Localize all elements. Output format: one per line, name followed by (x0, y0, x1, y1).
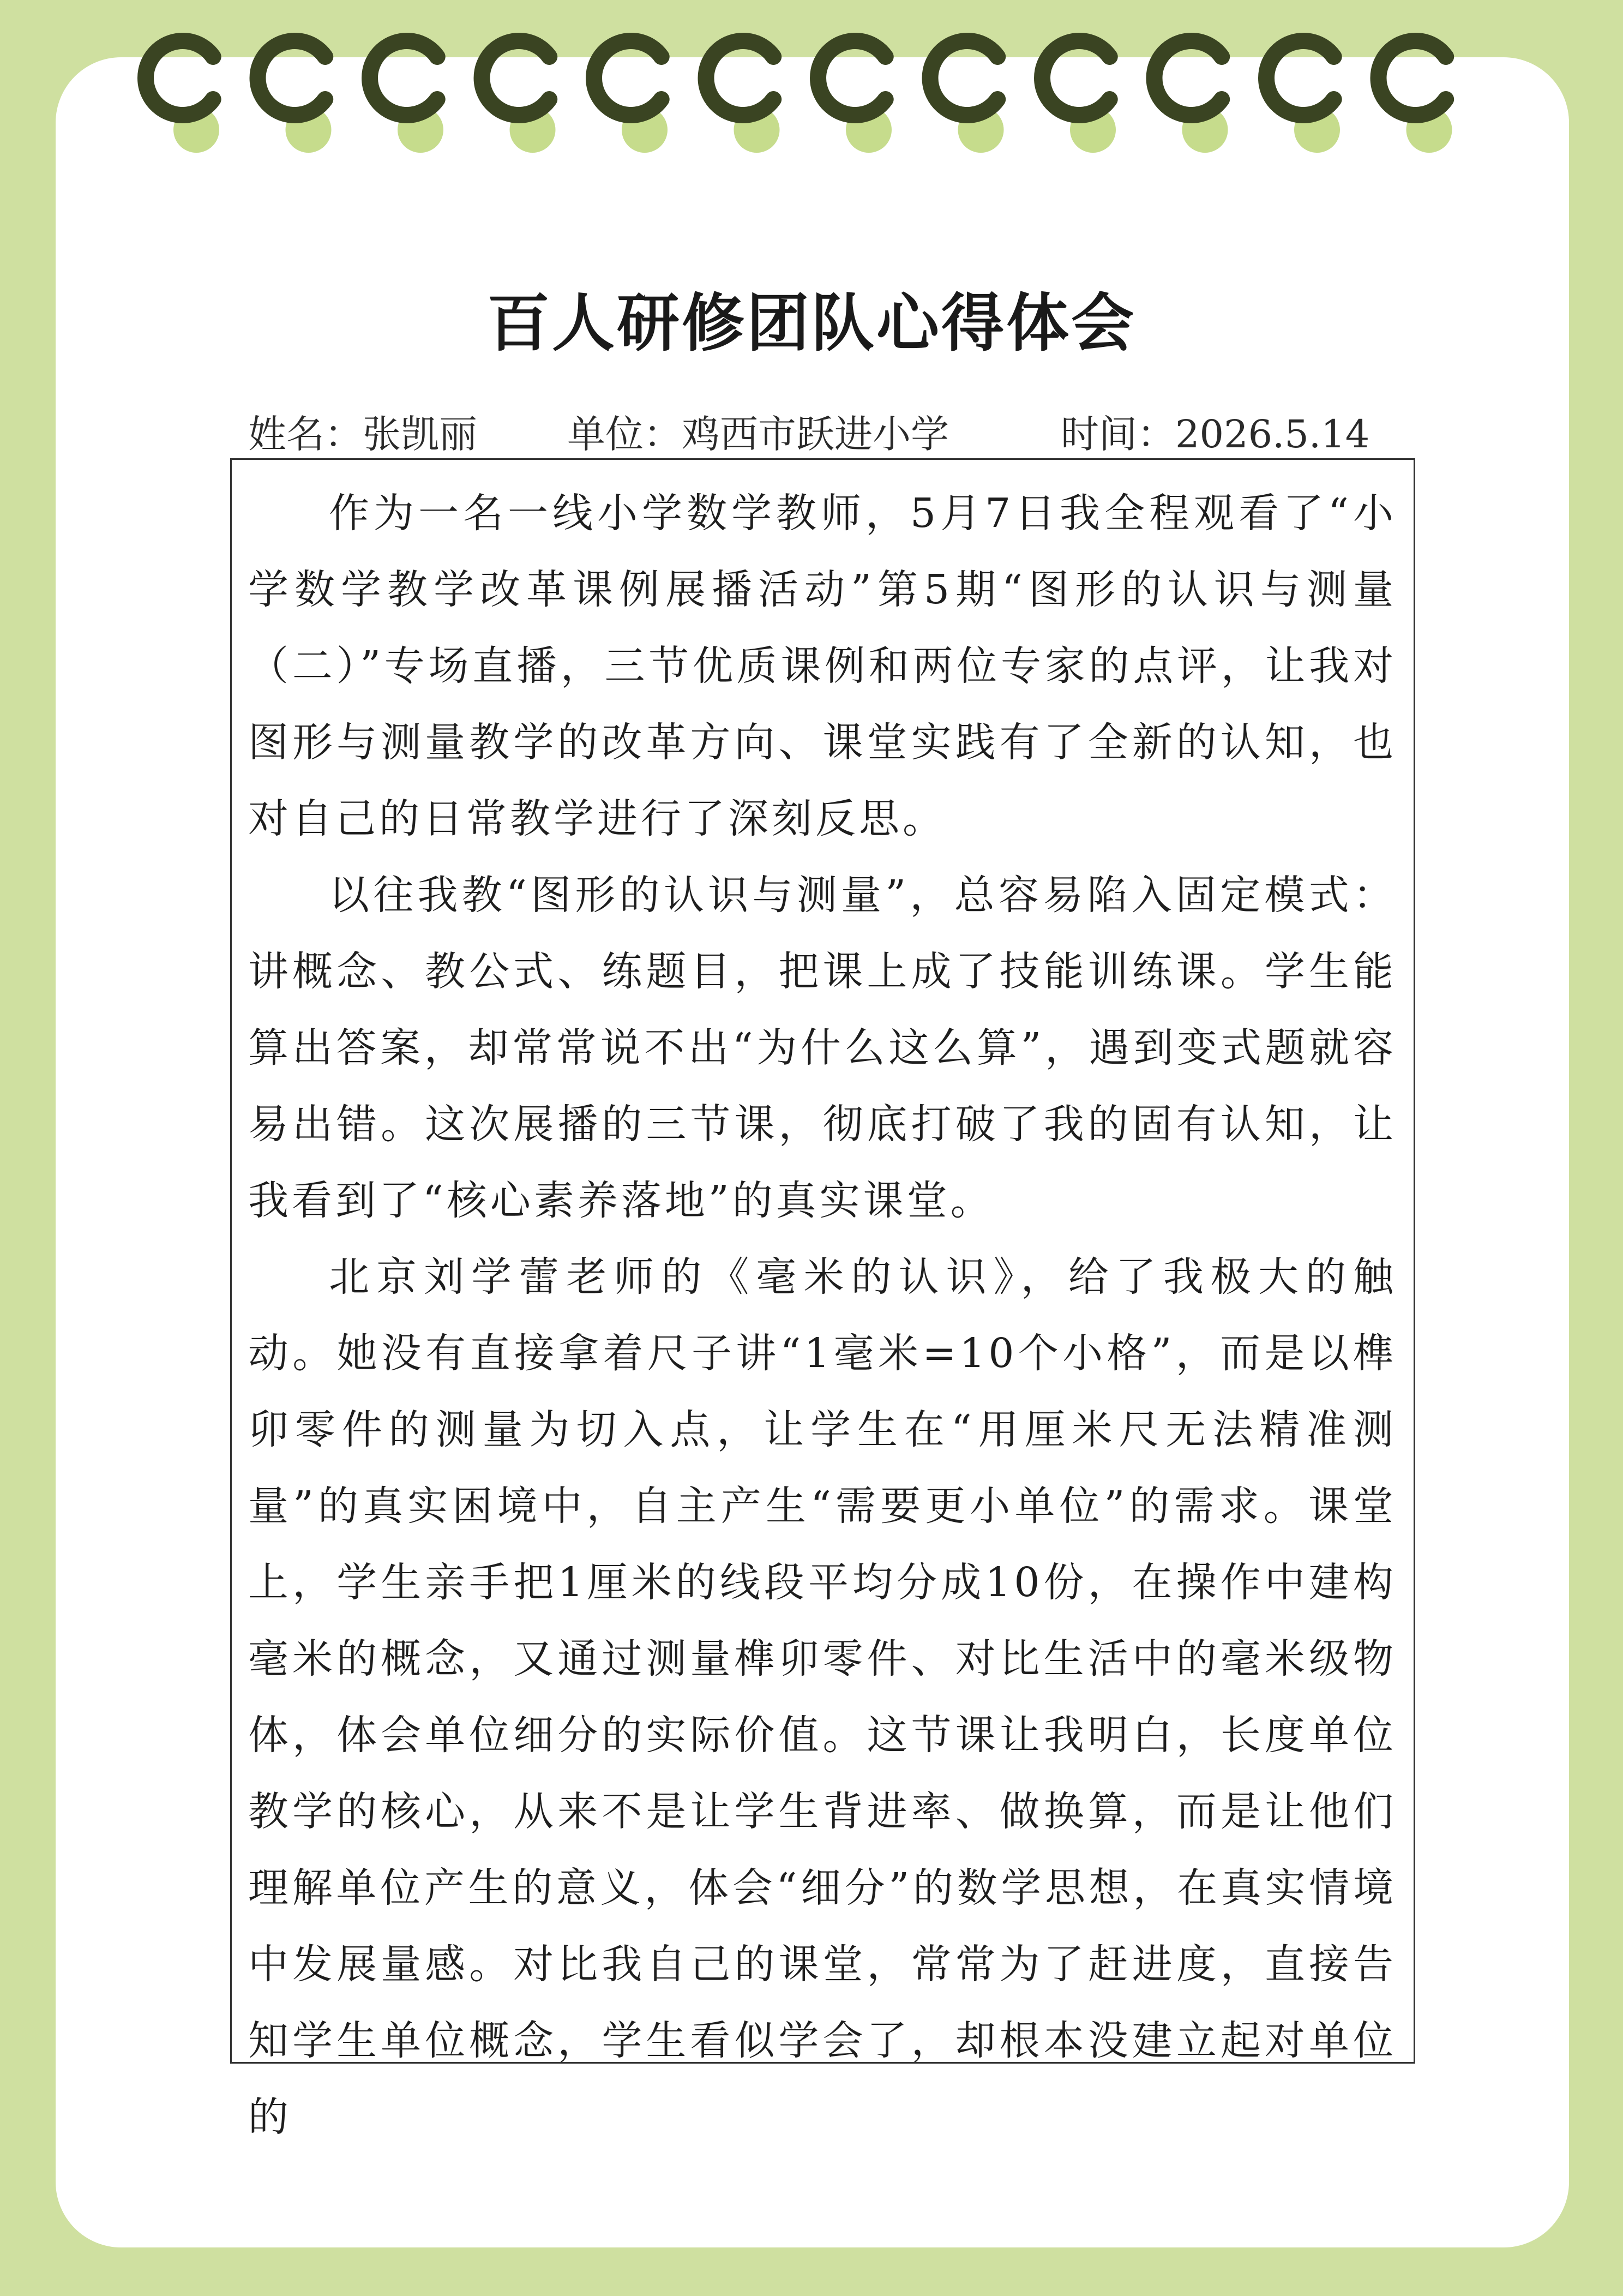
page-title: 百人研修团队心得体会 (486, 286, 1136, 360)
author-name: 姓名：张凯丽 (248, 412, 477, 457)
spiral-ring-icon (258, 41, 326, 115)
essay-text (248, 475, 1397, 2155)
spiral-ring-icon (1379, 41, 1446, 115)
author-unit: 单位：鸡西市跃进小学 (567, 412, 949, 457)
essay-paragraph: 以往我教“图形的认识与测量”，总容易陷入固定模式：讲概念、教公式、练题目，把课上成了技能训练课。学生能算出答案，却常常说不出“为什么这么算”，遇到变式题就容易出错。这次展播的三节课，彻底打破了我的固有认知，让我看到了“核心素养落地”的真实课堂。 (248, 872, 1397, 1224)
spiral-ring-icon (1042, 41, 1110, 115)
spiral-ring-icon (818, 41, 886, 115)
author-info-line (248, 404, 1404, 458)
spiral-ring-icon (930, 41, 998, 115)
essay-box (230, 458, 1415, 2141)
essay-paragraph: 北京刘学蕾老师的《毫米的认识》，给了我极大的触动。她没有直接拿着尺子讲“1毫米=10个小格”，而是以榫卯零件的测量为切入点，让学生在“用厘米尺无法精准测量”的真实困境中，自主产生“需要更小单位”的需求。课堂上，学生亲手把1厘米的线段平均分成10份，在操作中建构毫米的概念，又通过测量榫卯零件、对比生活中的毫米级物体，体会单位细分的实际价值。这节课让我明白，长度单位教学的核心，从来不是让学生背进率、做换算，而是让他们理解单位产生的意义，体会“细分”的数学思想，在真实情境中发展量感。对比我自己的课堂，常常为了赶进度，直接告知学生单位概念，学生看似学会了，却根本没建立起对单位的 (248, 1254, 1397, 2141)
spiral-ring-icon (1266, 41, 1334, 115)
spiral-ring-icon (146, 41, 213, 115)
document-date: 时间：2026.5.14 (1061, 412, 1370, 457)
spiral-binding-graphic (0, 0, 1623, 164)
spiral-ring-icon (370, 41, 437, 115)
spiral-ring-icon (706, 41, 774, 115)
essay-paragraph: 作为一名一线小学数学教师，5月7日我全程观看了“小学数学教学改革课例展播活动”第5期“图形的认识与测量（二）”专场直播，三节优质课例和两位专家的点评，让我对图形与测量教学的改革方向、课堂实践有了全新的认知，也对自己的日常教学进行了深刻反思。 (248, 490, 1397, 842)
spiral-ring-icon (594, 41, 662, 115)
spiral-ring-icon (482, 41, 550, 115)
spiral-binding (0, 0, 1623, 164)
spiral-ring-icon (1155, 41, 1222, 115)
